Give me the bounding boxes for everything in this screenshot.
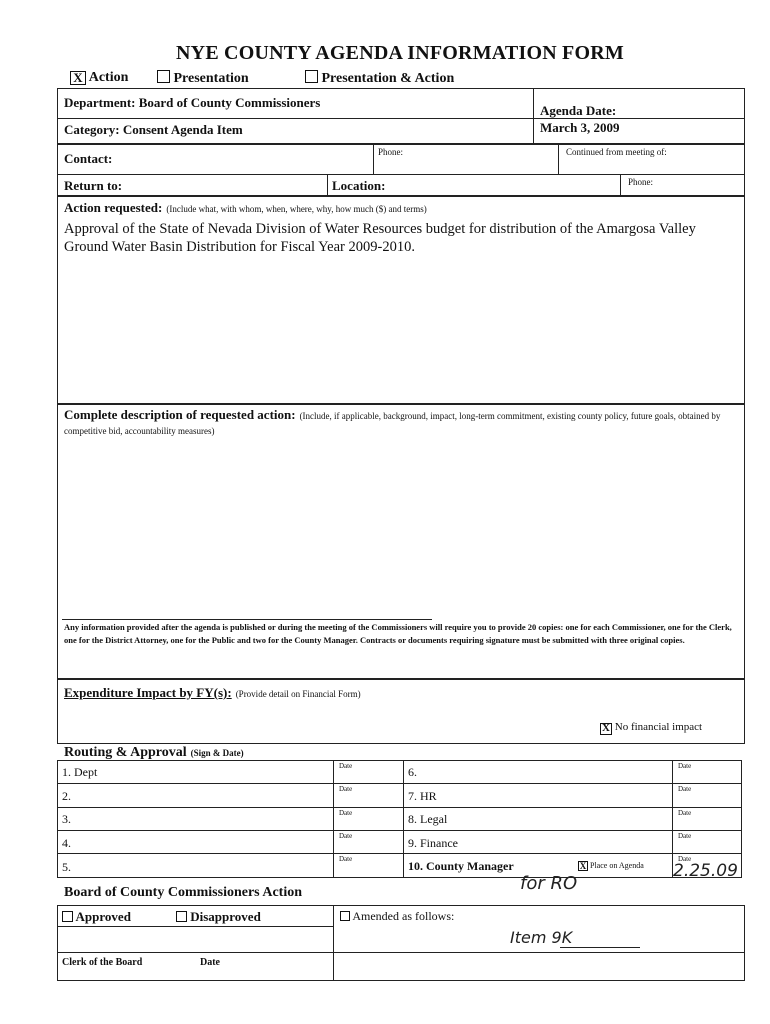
no-impact-checkbox-icon[interactable]: X bbox=[600, 723, 612, 735]
continued-field[interactable]: Continued from meeting of: bbox=[566, 147, 667, 157]
routing-row-5[interactable]: 5. bbox=[62, 860, 71, 874]
routing-hint: (Sign & Date) bbox=[190, 748, 244, 758]
expenditure-hint: (Provide detail on Financial Form) bbox=[235, 689, 361, 699]
description-header bbox=[64, 408, 740, 438]
date-label: Date bbox=[339, 832, 353, 840]
place-on-agenda[interactable] bbox=[578, 861, 644, 871]
type-option-label: Presentation & Action bbox=[321, 71, 455, 86]
manager-date-handwritten: 2.25.09 bbox=[673, 861, 738, 881]
description-label: Complete description of requested action: bbox=[64, 407, 296, 422]
date-label: Date bbox=[678, 855, 692, 863]
amended-checkbox-icon[interactable] bbox=[340, 911, 350, 921]
routing-label: Routing & Approval bbox=[64, 745, 187, 760]
presentation-checkbox-icon[interactable] bbox=[157, 70, 170, 83]
agenda-date-value: March 3, 2009 bbox=[540, 120, 620, 135]
routing-row-1[interactable]: 1. Dept bbox=[62, 765, 98, 779]
agenda-date-label: Agenda Date: bbox=[540, 103, 617, 118]
manager-signature-handwritten: for RO bbox=[520, 873, 578, 894]
amended-option[interactable] bbox=[340, 909, 454, 924]
date-label: Date bbox=[339, 855, 353, 863]
date-label: Date bbox=[678, 832, 692, 840]
routing-row-hr[interactable]: 7. HR bbox=[408, 789, 437, 803]
date-label: Date bbox=[678, 762, 692, 770]
clerk-date-label: Date bbox=[200, 957, 220, 968]
routing-row-3[interactable]: 3. bbox=[62, 812, 71, 826]
no-impact-label: No financial impact bbox=[614, 721, 703, 733]
approved-option[interactable] bbox=[62, 909, 131, 925]
routing-row-finance[interactable]: 9. Finance bbox=[408, 836, 458, 850]
phone2-field[interactable]: Phone: bbox=[628, 177, 654, 187]
action-requested-label: Action requested: bbox=[64, 200, 163, 215]
expenditure-label: Expenditure Impact by FY(s): bbox=[64, 685, 232, 700]
action-requested-text[interactable]: Approval of the State of Nevada Division of Water Resources budget for distribution of the Amargosa Valley Ground Water Basin Distribution for Fiscal Year 2009-2010. bbox=[64, 221, 696, 255]
type-option-label: Action bbox=[88, 70, 129, 85]
date-label: Date bbox=[339, 785, 353, 793]
board-action-label: Board of County Commissioners Action bbox=[64, 885, 303, 900]
routing-header bbox=[64, 743, 244, 761]
phone-field[interactable]: Phone: bbox=[378, 147, 404, 157]
approved-label: Approved bbox=[75, 909, 131, 924]
disapproved-label: Disapproved bbox=[190, 909, 261, 924]
type-option-label: Presentation bbox=[173, 71, 249, 86]
item-note-handwritten: Item 9K bbox=[510, 928, 573, 947]
routing-row-6[interactable]: 6. bbox=[408, 765, 417, 779]
notice-text: Any information provided after the agenda is published or during the meeting of the Commissioners will require you to provide 20 copies: one for each Commissioner, one for the Clerk, one for the District Attorney, one for the Public and two for the County Manager. Contracts or documents requiring signature must be submitted with three original copies. bbox=[64, 622, 732, 645]
description-area[interactable] bbox=[64, 436, 740, 616]
clerk-label: Clerk of the Board bbox=[62, 957, 143, 968]
expenditure-header bbox=[64, 684, 361, 702]
routing-row-2[interactable]: 2. bbox=[62, 789, 71, 803]
place-on-agenda-checkbox-icon[interactable]: X bbox=[579, 861, 587, 871]
date-label: Date bbox=[678, 809, 692, 817]
routing-row-county-manager[interactable]: 10. County Manager bbox=[408, 859, 514, 873]
type-option-presentation-action[interactable] bbox=[305, 70, 454, 87]
no-financial-impact[interactable] bbox=[600, 721, 702, 735]
disapproved-checkbox-icon[interactable] bbox=[176, 911, 187, 922]
routing-row-4[interactable]: 4. bbox=[62, 836, 71, 850]
category-field: Category: Consent Agenda Item bbox=[64, 122, 243, 137]
form-title: NYE COUNTY AGENDA INFORMATION FORM bbox=[176, 42, 624, 64]
department-field: Department: Board of County Commissioners bbox=[64, 95, 321, 110]
return-to-field[interactable]: Return to: bbox=[64, 178, 123, 193]
type-option-presentation[interactable] bbox=[157, 70, 249, 87]
date-label: Date bbox=[339, 809, 353, 817]
contact-field[interactable]: Contact: bbox=[64, 151, 113, 166]
date-label: Date bbox=[339, 762, 353, 770]
disapproved-option[interactable] bbox=[176, 909, 261, 925]
routing-row-legal[interactable]: 8. Legal bbox=[408, 812, 448, 826]
location-field[interactable]: Location: bbox=[332, 178, 386, 193]
type-option-action[interactable] bbox=[70, 70, 128, 86]
approved-checkbox-icon[interactable] bbox=[62, 911, 73, 922]
place-on-agenda-label: Place on Agenda bbox=[590, 861, 644, 870]
action-requested-hint: (Include what, with whom, when, where, why, how much ($) and terms) bbox=[166, 204, 427, 214]
date-label: Date bbox=[678, 785, 692, 793]
action-checkbox-icon[interactable]: X bbox=[70, 71, 86, 85]
action-requested-header bbox=[64, 199, 734, 217]
description-hint: (Include, if applicable, background, impact, long-term commitment, existing county policy, future goals, obtained by competitive bid, accountability measures) bbox=[64, 411, 721, 436]
amended-label: Amended as follows: bbox=[352, 909, 455, 923]
presentation-action-checkbox-icon[interactable] bbox=[305, 70, 318, 83]
